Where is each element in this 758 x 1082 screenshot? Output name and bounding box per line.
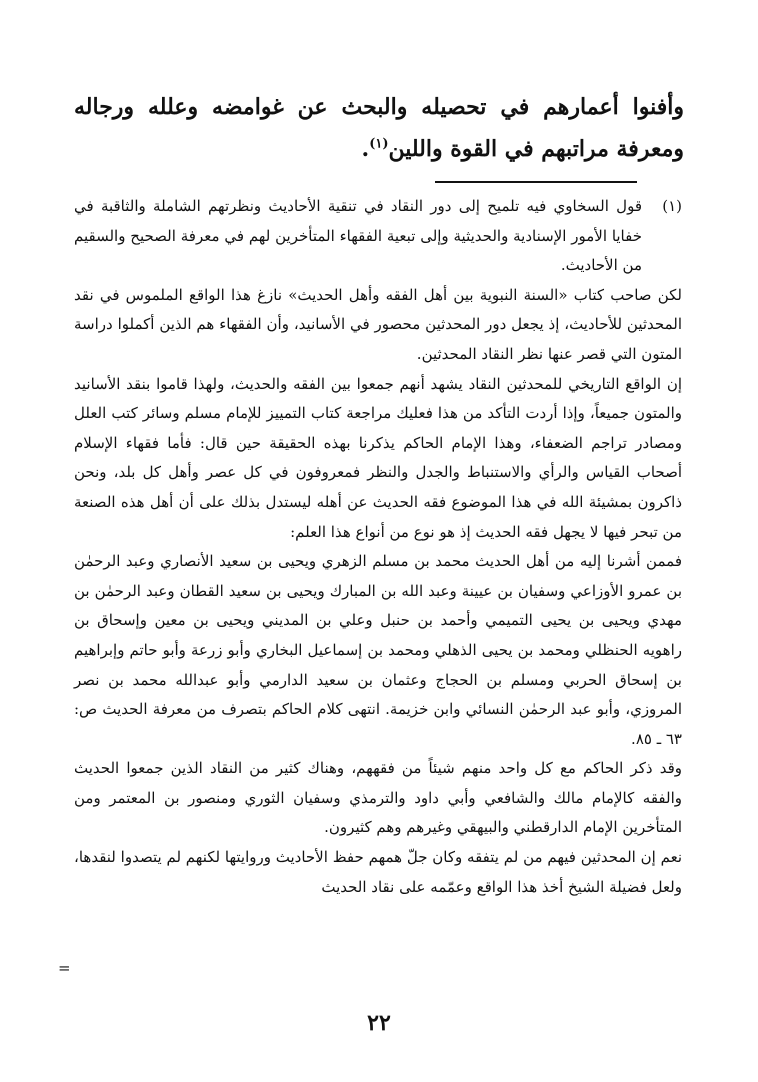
footnote-paragraph-4: فممن أشرنا إليه من أهل الحديث محمد بن مسلم الزهري ويحيى بن سعيد الأنصاري وعبد الرحمٰن بن عمرو الأوزاعي وسفيان بن عيينة وعبد الله بن المبارك ويحيى بن سعيد القطان وعبد الرحمٰن بن مهدي ويحيى بن يحيى التميمي وأحمد بن حنبل وعلي بن المديني ويحيى بن معين وإسحاق بن راهويه الحنظلي ومحمد بن يحيى الذهلي ومحمد بن إسماعيل البخاري وأبو زرعة وأبو حاتم وإبراهيم بن إسحاق الحربي ومسلم بن الحجاج وعثمان بن سعيد الدارمي وأبو عبدالله محمد بن نصر المروزي، وأبو عبد الرحمٰن النسائي وابن خزيمة. انتهى كلام الحاكم بتصرف من معرفة الحديث ص: ٦٣ ـ ٨٥. — [74, 552, 682, 748]
footnote-paragraph-5: وقد ذكر الحاكم مع كل واحد منهم شيئاً من فقههم، وهناك كثير من النقاد الذين جمعوا الحديث والفقه كالإمام مالك والشافعي وأبي داود والترمذي وسفيان الثوري ومنصور بن المعتمر ومن المتأخرين الإمام الدارقطني والبيهقي وغيرهم وهم كثيرون. — [74, 759, 682, 837]
main-paragraph-text: وأفنوا أعمارهم في تحصيله والبحث عن غوامضه وعلله ورجاله ومعرفة مراتبهم في القوة واللين — [74, 94, 684, 162]
footnote-paragraph-1: قول السخاوي فيه تلميح إلى دور النقاد في تنقية الأحاديث ونظرتهم الشاملة والثاقبة في خفايا الأمور الإسنادية والحديثية وإلى تبعية الفقهاء المتأخرين لهم في معرفة الصحيح والسقيم من الأحاديث. — [74, 197, 642, 275]
footnote-separator-line — [435, 181, 637, 183]
footnote-paragraph-2: لكن صاحب كتاب «السنة النبوية بين أهل الفقه وأهل الحديث» نازغ هذا الواقع الملموس في نقد المحدثين للأحاديث، إذ يجعل دور المحدثين محصور في الأسانيد، وأن الفقهاء هم الذين أكملوا دراسة المتون التي قصر عنها نظر النقاد المحدثين. — [74, 285, 682, 363]
main-body-text — [74, 86, 684, 170]
main-end-punctuation: . — [361, 136, 370, 162]
main-paragraph — [74, 86, 684, 170]
footnote-paragraph-3: إن الواقع التاريخي للمحدثين النقاد يشهد أنهم جمعوا بين الفقه والحديث، ولهذا قاموا بنقد الأسانيد والمتون جميعاً، وإذا أردت التأكد من هذا فعليك مراجعة كتاب التمييز للإمام مسلم وسائر كتب العلل ومصادر تراجم الضعفاء، وهذا الإمام الحاكم يذكرنا بهذه الحقيقة حين قال: فأما فقهاء الإسلام أصحاب القياس والرأي والاستنباط والجدل والنظر فمعروفون في كل عصر وأهل كل بلد، ونحن ذاكرون بمشيئة الله في هذا الموضوع فقه الحديث عن أهله ليستدل بذلك على أن أهل هذه الصنعة من تبحر فيها لا يجهل فقه الحديث إذ هو نوع من أنواع هذا العلم: — [74, 374, 682, 541]
footnote-marker: (١) — [662, 197, 682, 215]
footnote-reference: (١) — [369, 136, 389, 152]
footnote-entry — [74, 192, 682, 281]
footnote-block — [74, 192, 682, 902]
footnote-continuation-mark: = — [58, 959, 71, 977]
footnote-paragraph-6: نعم إن المحدثين فيهم من لم يتفقه وكان جلّ همهم حفظ الأحاديث وروايتها لكنهم لم يتصدوا لنقدها، ولعل فضيلة الشيخ أخذ هذا الواقع وعمّمه على نقاد الحديث — [74, 848, 682, 896]
page-number: ٢٢ — [367, 1010, 391, 1036]
